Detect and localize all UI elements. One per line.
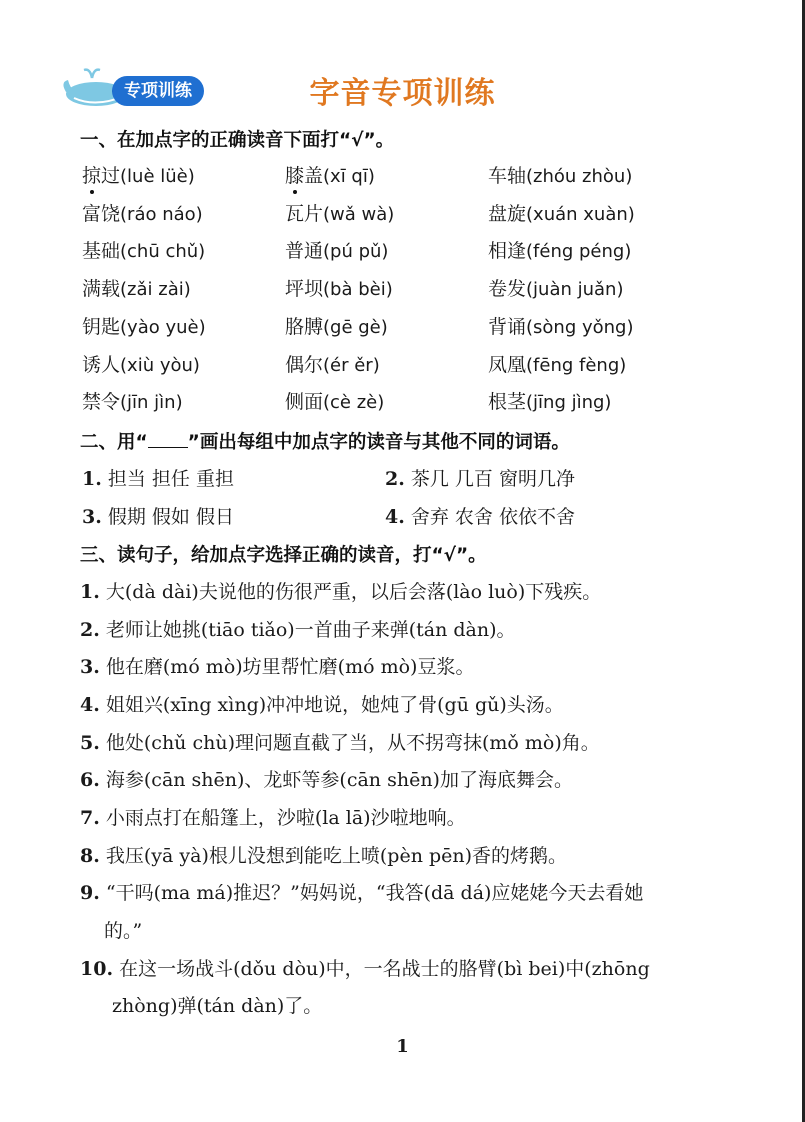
pinyin-options: (chū chǔ) <box>120 241 206 263</box>
section-1-row <box>0 312 805 346</box>
section-badge: 专项训练 <box>112 76 204 106</box>
sentence-line <box>104 916 754 943</box>
sentence-text: 小雨点打在船篷上，沙啦(la lā)沙啦地响。 <box>105 807 466 829</box>
pinyin-options: (sòng yǒng) <box>526 316 634 338</box>
sentence-line <box>112 991 762 1018</box>
sentence-line <box>80 765 730 792</box>
sentence-number: 10. <box>80 958 114 980</box>
sentence-text: 的。” <box>104 920 143 942</box>
word-item <box>488 161 632 188</box>
sentence-number: 4. <box>80 694 100 716</box>
dotted-char: 掠 <box>82 161 101 188</box>
word-text: 根茎 <box>488 391 527 414</box>
sentence-text: 姐姐兴(xīng xìng)冲冲地说，她炖了骨(gū gǔ)头汤。 <box>105 694 564 716</box>
sentence-text: 在这一场战斗(dǒu dòu)中，一名战士的胳臂(bì bei)中(zhōng <box>119 958 650 980</box>
sentence-number: 6. <box>80 769 100 791</box>
word-item <box>82 199 203 226</box>
sentence-number: 5. <box>80 732 100 754</box>
sentence-text: 他处(chǔ chù)理问题直截了当，从不拐弯抹(mǒ mò)角。 <box>105 732 600 754</box>
group-4: 4. 舍弃 农舍 依依不舍 <box>385 506 575 528</box>
word-item <box>285 312 388 339</box>
word-item <box>285 350 380 377</box>
sentence-number: 8. <box>80 845 100 867</box>
sentence-line <box>80 803 730 830</box>
pinyin-options: (bà bèi) <box>323 279 393 301</box>
word-item <box>82 312 206 339</box>
word-item <box>82 236 205 263</box>
section-2-row <box>0 464 805 498</box>
sentence-line <box>80 690 730 717</box>
word-text: 盖 <box>304 165 324 187</box>
word-item <box>488 312 634 339</box>
section-2-row <box>0 502 805 536</box>
section-1-row <box>0 274 805 308</box>
section-1-row <box>0 387 805 421</box>
word-item <box>488 350 626 377</box>
sentence-line <box>80 577 730 604</box>
sentence-line <box>80 841 730 868</box>
pinyin-options: (zhóu zhòu) <box>526 166 633 187</box>
sentence-number: 2. <box>80 619 100 641</box>
word-item <box>488 274 623 301</box>
word-item <box>285 387 384 414</box>
sentence-number: 3. <box>80 656 100 678</box>
word-item <box>82 161 195 188</box>
word-text: 满载 <box>82 278 121 301</box>
word-text: 胳膊 <box>285 315 324 338</box>
word-item <box>285 199 394 226</box>
pinyin-options: (cè zè) <box>323 392 385 414</box>
word-item <box>488 236 631 263</box>
word-text: 偶尔 <box>285 353 324 376</box>
sentence-line <box>80 878 730 905</box>
section-1-row <box>0 161 805 195</box>
pinyin-options: (fēng fèng) <box>526 354 627 376</box>
underline-blank <box>148 435 188 448</box>
word-item <box>488 387 611 414</box>
word-text: 过 <box>101 165 121 187</box>
pinyin-options: (gē gè) <box>323 316 388 338</box>
word-item <box>285 274 393 301</box>
pinyin-options: (luè lüè) <box>120 166 195 187</box>
pinyin-options: (wǎ wà) <box>323 203 395 225</box>
section-1-title: 一、在加点字的正确读音下面打“√”。 <box>80 130 395 151</box>
sentence-line <box>80 652 730 679</box>
word-text: 瓦片 <box>285 202 324 225</box>
page-number: 1 <box>396 1036 409 1057</box>
dotted-char: 膝 <box>285 161 304 188</box>
pinyin-options: (juàn juǎn) <box>526 279 624 301</box>
word-text: 相逢 <box>488 240 527 263</box>
pinyin-options: (jīn jìn) <box>120 392 183 414</box>
pinyin-options: (xī qī) <box>323 166 375 187</box>
word-text: 卷发 <box>488 278 527 301</box>
pinyin-options: (yào yuè) <box>120 316 206 338</box>
sentence-text: “干吗(ma má)推迟？”妈妈说，“我答(dā dá)应姥姥今天去看她 <box>105 882 644 904</box>
sentence-line <box>80 954 730 981</box>
section-3-title: 三、读句子，给加点字选择正确的读音，打“√”。 <box>80 545 487 566</box>
group-2: 2. 茶几 几百 窗明几净 <box>385 468 575 490</box>
section-1-row <box>0 236 805 270</box>
sentence-text: 海参(cān shēn)、龙虾等参(cān shēn)加了海底舞会。 <box>105 769 573 791</box>
section-1-row <box>0 350 805 384</box>
word-text: 富饶 <box>82 202 121 225</box>
sentence-number: 9. <box>80 882 100 904</box>
word-item <box>285 161 375 188</box>
sentence-number: 1. <box>80 581 100 603</box>
word-text: 背诵 <box>488 315 527 338</box>
sentence-line <box>80 615 730 642</box>
group-3: 3. 假期 假如 假日 <box>82 506 234 528</box>
word-item <box>82 274 191 301</box>
sentence-text: 老师让她挑(tiāo tiǎo)一首曲子来弹(tán dàn)。 <box>105 619 516 641</box>
page-title: 字音专项训练 <box>309 76 496 111</box>
word-item <box>285 236 388 263</box>
word-text: 侧面 <box>285 391 324 414</box>
sentence-number: 7. <box>80 807 100 829</box>
pinyin-options: (xiù yòu) <box>120 354 200 376</box>
section-1-row <box>0 199 805 233</box>
pinyin-options: (pú pǔ) <box>323 241 389 263</box>
word-text: 诱人 <box>82 353 121 376</box>
word-text: 坪坝 <box>285 278 324 301</box>
word-item <box>82 387 183 414</box>
sentence-text: 我压(yā yà)根儿没想到能吃上喷(pèn pēn)香的烤鹅。 <box>105 845 568 867</box>
group-1: 1. 担当 担任 重担 <box>82 468 234 490</box>
word-item <box>488 199 635 226</box>
word-text: 车轴 <box>488 165 527 187</box>
sentence-text: 他在磨(mó mò)坊里帮忙磨(mó mò)豆浆。 <box>105 656 475 678</box>
sentence-text: zhòng)弹(tán dàn)了。 <box>112 995 323 1017</box>
pinyin-options: (ér ěr) <box>323 354 380 376</box>
word-text: 盘旋 <box>488 202 527 225</box>
pinyin-options: (xuán xuàn) <box>526 203 635 225</box>
word-text: 钥匙 <box>82 315 121 338</box>
pinyin-options: (féng péng) <box>526 241 632 263</box>
section-2-title: 二、用“ ”画出每组中加点字的读音与其他不同的词语。 <box>80 432 570 453</box>
word-text: 禁令 <box>82 391 121 414</box>
sentence-line <box>80 728 730 755</box>
pinyin-options: (jīng jìng) <box>526 392 612 414</box>
word-text: 基础 <box>82 240 121 263</box>
page-header <box>0 62 805 112</box>
pinyin-options: (zǎi zài) <box>120 279 191 301</box>
word-text: 凤凰 <box>488 353 527 376</box>
word-text: 普通 <box>285 240 324 263</box>
pinyin-options: (ráo náo) <box>120 203 203 225</box>
sentence-text: 大(dà dài)夫说他的伤很严重，以后会落(lào luò)下残疾。 <box>105 581 602 603</box>
word-item <box>82 350 200 377</box>
